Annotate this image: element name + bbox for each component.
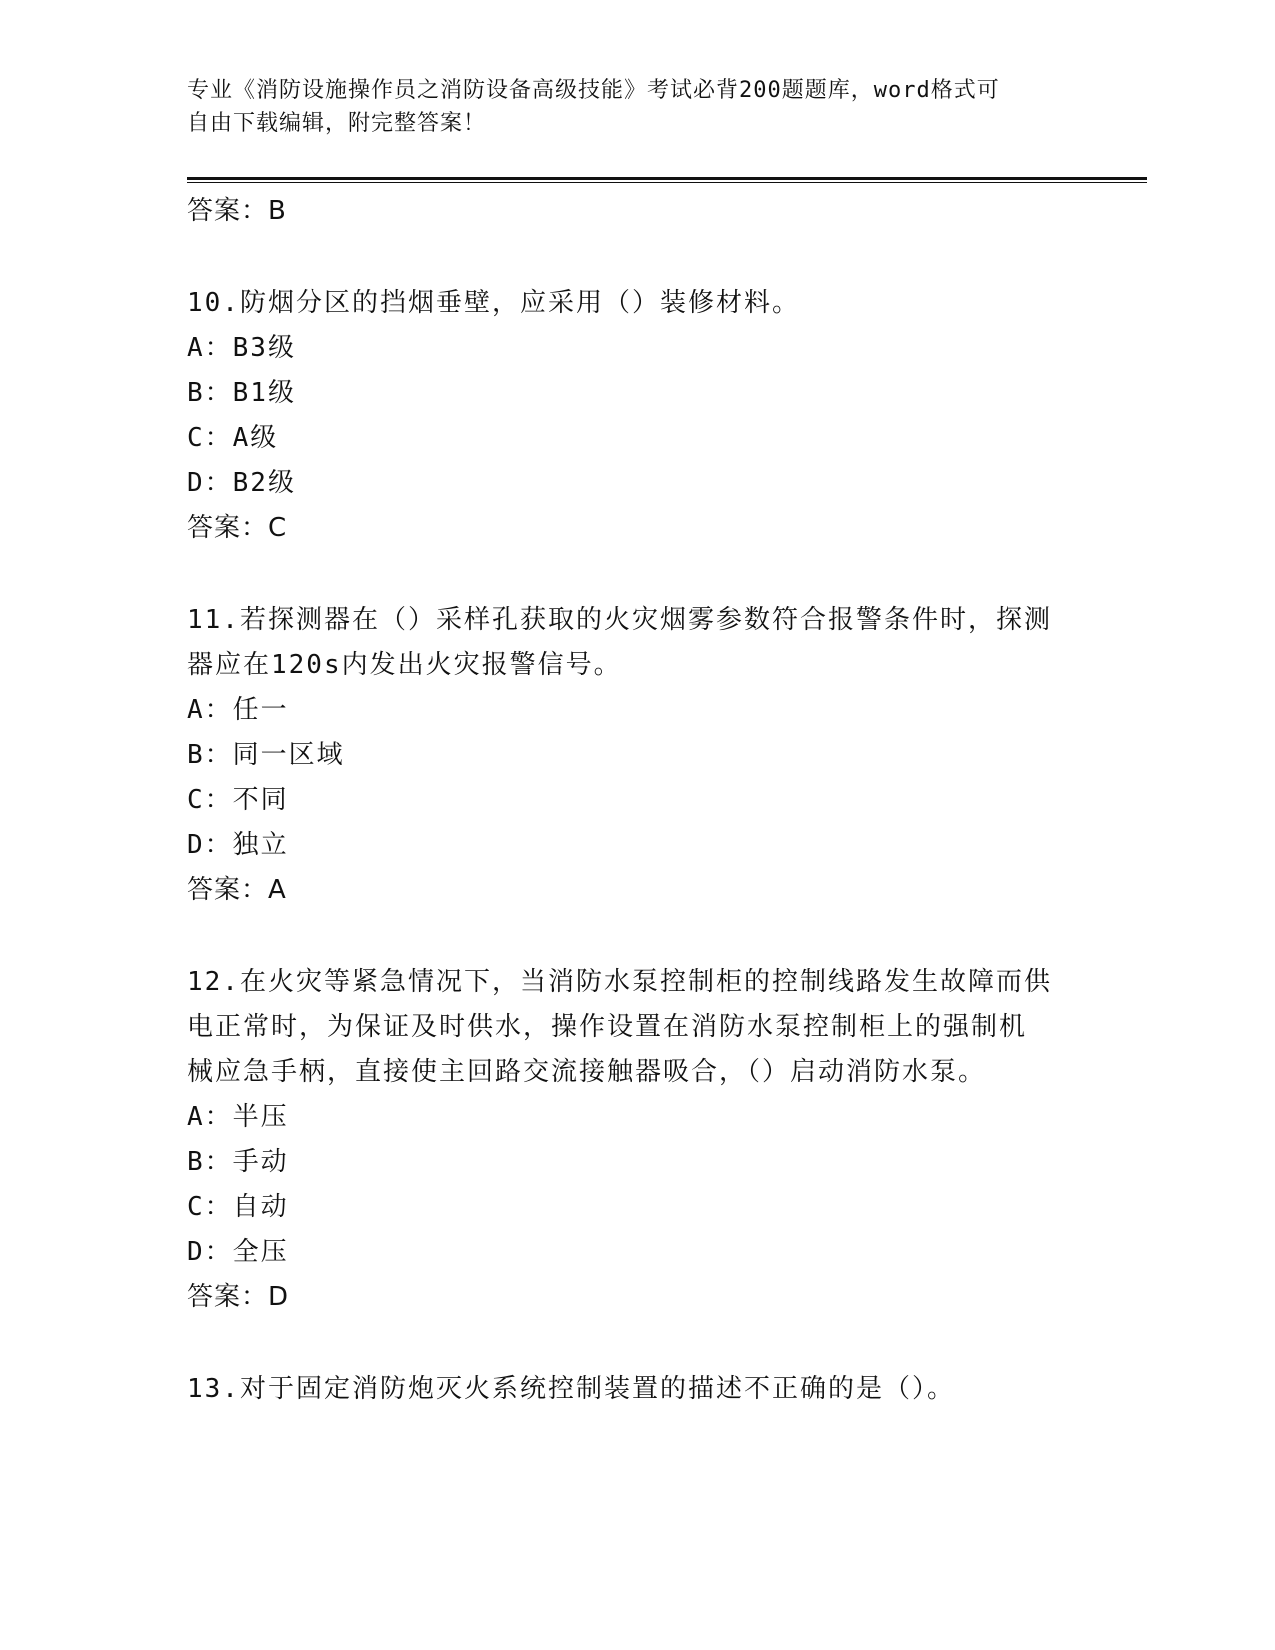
option-d: D：独立: [187, 830, 289, 860]
header-line-1: 专业《消防设施操作员之消防设备高级技能》考试必背200题题库，word格式可: [187, 78, 1000, 103]
question-text-line-3: 械应急手柄，直接使主回路交流接触器吸合，（）启动消防水泵。: [187, 1057, 987, 1087]
option-d: D：B2级: [187, 468, 296, 498]
spacer: [187, 1320, 1087, 1367]
spacer: [187, 913, 1087, 960]
question-10: [187, 281, 1087, 551]
answer: 答案：A: [187, 875, 287, 905]
option-a: A：B3级: [187, 333, 296, 363]
header-line-2: 自由下载编辑，附完整答案！: [187, 111, 487, 136]
question-text-line-2: 器应在120s内发出火灾报警信号。: [187, 650, 622, 680]
question-text-line-2: 电正常时，为保证及时供水，操作设置在消防水泵控制柜上的强制机: [187, 1012, 1028, 1042]
spacer: [187, 234, 1087, 281]
option-b: B：同一区域: [187, 740, 345, 770]
question-11: [187, 598, 1087, 913]
spacer: [187, 551, 1087, 598]
answer: 答案：D: [187, 1282, 290, 1312]
question-text-line-1: 11.若探测器在（）采样孔获取的火灾烟雾参数符合报警条件时，探测: [187, 605, 1052, 635]
option-c: C：A级: [187, 423, 279, 453]
document-header: [187, 74, 1067, 140]
question-text-line-1: 12.在火灾等紧急情况下，当消防水泵控制柜的控制线路发生故障而供: [187, 967, 1052, 997]
header-divider-thin: [187, 182, 1147, 183]
question-text: 13.对于固定消防炮灭火系统控制装置的描述不正确的是（）。: [187, 1374, 955, 1404]
option-d: D：全压: [187, 1237, 289, 1267]
option-a: A：任一: [187, 695, 289, 725]
option-c: C：不同: [187, 785, 289, 815]
header-divider-thick: [187, 177, 1147, 180]
answer: 答案：C: [187, 513, 288, 543]
option-b: B：手动: [187, 1147, 289, 1177]
question-text: 10.防烟分区的挡烟垂壁，应采用（）装修材料。: [187, 288, 800, 318]
question-12: [187, 960, 1087, 1320]
option-a: A：半压: [187, 1102, 289, 1132]
previous-answer: 答案：B: [187, 196, 287, 226]
option-b: B：B1级: [187, 378, 296, 408]
option-c: C：自动: [187, 1192, 289, 1222]
question-content: [187, 189, 1087, 1412]
question-13: [187, 1367, 1087, 1412]
